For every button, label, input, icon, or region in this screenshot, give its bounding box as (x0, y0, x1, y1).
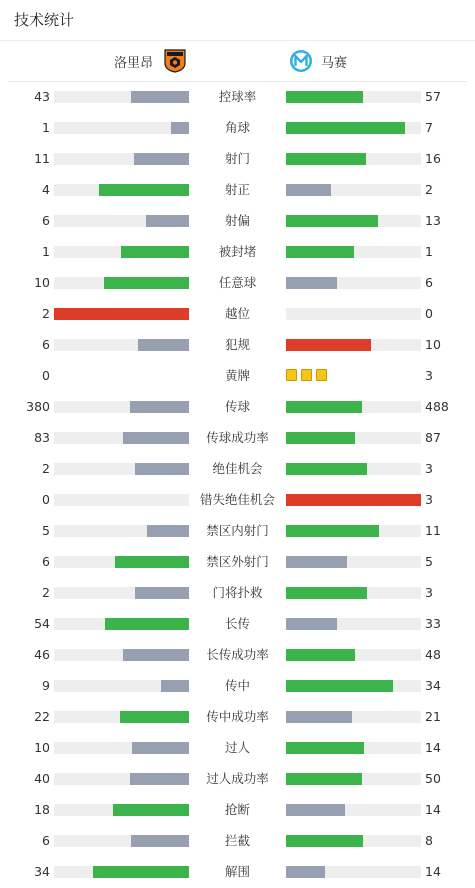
away-value: 11 (425, 523, 441, 538)
home-bar-track (54, 587, 189, 599)
home-value: 2 (42, 461, 50, 476)
home-bar-track (54, 246, 189, 258)
away-bar (286, 215, 378, 227)
away-bar-track (286, 711, 421, 723)
stat-row (0, 453, 475, 484)
home-bar (146, 215, 189, 227)
away-bar-track (286, 866, 421, 878)
home-bar (135, 587, 189, 599)
home-value: 380 (26, 399, 50, 414)
away-bar-track (286, 649, 421, 661)
home-bar-track (54, 773, 189, 785)
yellow-card-icon (301, 369, 312, 381)
away-bar (286, 556, 347, 568)
home-bar (134, 153, 189, 165)
away-bar-track (286, 215, 421, 227)
away-value: 48 (425, 647, 441, 662)
away-value: 3 (425, 368, 433, 383)
home-bar-track (54, 742, 189, 754)
home-value: 0 (42, 368, 50, 383)
away-value: 14 (425, 864, 441, 879)
home-bar (147, 525, 189, 537)
away-bar-track (286, 773, 421, 785)
home-value: 6 (42, 337, 50, 352)
away-bar-track (286, 184, 421, 196)
stat-name: 错失绝佳机会 (199, 492, 275, 507)
away-bar (286, 711, 352, 723)
away-bar-track (286, 463, 421, 475)
away-bar-track (286, 401, 421, 413)
home-bar-track (54, 184, 189, 196)
stat-row (0, 701, 475, 732)
home-team[interactable] (114, 50, 186, 72)
stat-name: 抢断 (224, 802, 250, 817)
stat-row (0, 670, 475, 701)
away-bar (286, 587, 367, 599)
home-bar (99, 184, 189, 196)
home-bar (171, 122, 189, 134)
home-value: 46 (34, 647, 50, 662)
away-bar-track (286, 122, 421, 134)
away-bar-track (286, 339, 421, 351)
home-bar-track (54, 339, 189, 351)
stat-name: 长传成功率 (206, 647, 269, 662)
home-value: 43 (34, 89, 50, 104)
home-value: 34 (34, 864, 50, 879)
away-value: 8 (425, 833, 433, 848)
stat-row (0, 732, 475, 763)
stat-name: 传球 (224, 399, 250, 414)
home-value: 18 (34, 802, 50, 817)
stat-row (0, 608, 475, 639)
home-bar (121, 246, 189, 258)
home-bar-track (54, 525, 189, 537)
home-value: 6 (42, 554, 50, 569)
stat-name: 禁区外射门 (206, 554, 269, 569)
home-value: 4 (42, 182, 50, 197)
away-bar (286, 773, 362, 785)
home-bar-track (54, 153, 189, 165)
away-bar (286, 525, 379, 537)
away-bar (286, 463, 367, 475)
stat-row (0, 422, 475, 453)
away-value: 488 (425, 399, 449, 414)
home-value: 83 (34, 430, 50, 445)
away-bar-track (286, 835, 421, 847)
away-value: 3 (425, 461, 433, 476)
home-bar-track (54, 649, 189, 661)
away-value: 3 (425, 492, 433, 507)
stat-name: 长传 (224, 616, 250, 631)
stat-row (0, 81, 475, 112)
away-bar (286, 680, 393, 692)
away-bar (286, 122, 405, 134)
stat-row (0, 267, 475, 298)
stat-name: 拦截 (224, 833, 250, 848)
away-bar-track (286, 556, 421, 568)
stat-name: 射门 (224, 151, 250, 166)
yellow-cards (286, 369, 327, 382)
away-bar (286, 401, 362, 413)
stat-name: 传球成功率 (206, 430, 269, 445)
away-bar (286, 866, 325, 878)
home-bar (123, 649, 189, 661)
stat-row (0, 856, 475, 887)
home-bar-track (54, 463, 189, 475)
home-bar (161, 680, 189, 692)
home-bar (104, 277, 189, 289)
away-bar (286, 649, 355, 661)
stat-name: 任意球 (218, 275, 257, 290)
away-bar (286, 432, 355, 444)
stat-name: 犯规 (224, 337, 250, 352)
stat-name: 越位 (224, 306, 250, 321)
stat-row (0, 825, 475, 856)
away-bar (286, 246, 354, 258)
away-value: 14 (425, 740, 441, 755)
stat-row (0, 763, 475, 794)
home-team-logo (164, 49, 186, 73)
home-value: 6 (42, 833, 50, 848)
away-bar (286, 184, 331, 196)
stat-row (0, 112, 475, 143)
away-bar-track (286, 494, 421, 506)
stat-name: 射偏 (224, 213, 250, 228)
away-bar (286, 804, 345, 816)
home-bar (123, 432, 189, 444)
home-bar-track (54, 494, 189, 506)
away-value: 50 (425, 771, 441, 786)
home-bar-track (54, 277, 189, 289)
stat-row (0, 546, 475, 577)
stat-row (0, 236, 475, 267)
home-value: 10 (34, 275, 50, 290)
stat-name: 过人成功率 (206, 771, 269, 786)
away-value: 87 (425, 430, 441, 445)
stat-row (0, 360, 475, 391)
away-value: 2 (425, 182, 433, 197)
away-bar (286, 618, 337, 630)
home-value: 40 (34, 771, 50, 786)
stat-name: 传中成功率 (206, 709, 269, 724)
away-bar-track (286, 277, 421, 289)
stat-name: 绝佳机会 (212, 461, 263, 476)
home-bar (131, 835, 189, 847)
home-value: 2 (42, 585, 50, 600)
stat-name: 门将扑救 (212, 585, 263, 600)
home-bar-track (54, 866, 189, 878)
away-bar-track (286, 680, 421, 692)
away-value: 7 (425, 120, 433, 135)
stat-name: 过人 (224, 740, 250, 755)
away-value: 10 (425, 337, 441, 352)
away-value: 33 (425, 616, 441, 631)
yellow-card-icon (286, 369, 297, 381)
home-bar (105, 618, 189, 630)
away-value: 57 (425, 89, 441, 104)
away-bar-track (286, 525, 421, 537)
home-bar (131, 91, 189, 103)
away-value: 5 (425, 554, 433, 569)
away-bar-track (286, 308, 421, 320)
away-team-logo (289, 49, 313, 73)
stat-row (0, 143, 475, 174)
home-bar (132, 742, 189, 754)
away-bar-track (286, 432, 421, 444)
home-bar-track (54, 122, 189, 134)
away-bar (286, 339, 371, 351)
home-value: 1 (42, 244, 50, 259)
home-bar-track (54, 711, 189, 723)
teams-header (8, 41, 467, 82)
home-bar (54, 308, 189, 320)
home-value: 2 (42, 306, 50, 321)
home-value: 1 (42, 120, 50, 135)
stat-name: 解围 (224, 864, 250, 879)
away-value: 34 (425, 678, 441, 693)
away-bar (286, 742, 364, 754)
stat-name: 射正 (224, 182, 250, 197)
away-value: 1 (425, 244, 433, 259)
stat-row (0, 298, 475, 329)
home-bar-track (54, 556, 189, 568)
away-bar (286, 153, 366, 165)
home-bar-track (54, 835, 189, 847)
away-bar (286, 835, 363, 847)
away-bar-track (286, 618, 421, 630)
home-bar-track (54, 618, 189, 630)
stat-name: 被封堵 (218, 244, 257, 259)
home-bar (93, 866, 189, 878)
home-value: 22 (34, 709, 50, 724)
home-bar (135, 463, 189, 475)
home-bar (113, 804, 189, 816)
yellow-card-icon (316, 369, 327, 381)
away-bar-track (286, 153, 421, 165)
home-bar-track (54, 401, 189, 413)
away-team[interactable] (289, 50, 347, 72)
away-value: 0 (425, 306, 433, 321)
stat-row (0, 577, 475, 608)
away-bar (286, 277, 337, 289)
home-value: 6 (42, 213, 50, 228)
stat-row (0, 794, 475, 825)
stat-name: 禁区内射门 (206, 523, 269, 538)
page-title: 技术统计 (14, 11, 75, 29)
stat-row (0, 391, 475, 422)
home-bar-track (54, 432, 189, 444)
stat-row (0, 515, 475, 546)
home-bar (115, 556, 189, 568)
home-value: 11 (34, 151, 50, 166)
away-bar-track (286, 804, 421, 816)
home-bar-track (54, 804, 189, 816)
home-bar (138, 339, 189, 351)
away-bar-track (286, 91, 421, 103)
away-value: 3 (425, 585, 433, 600)
home-value: 10 (34, 740, 50, 755)
away-value: 6 (425, 275, 433, 290)
home-value: 5 (42, 523, 50, 538)
stat-name: 控球率 (218, 89, 257, 104)
stat-name: 黄牌 (224, 368, 250, 383)
home-team-name: 洛里昂 (113, 55, 153, 71)
home-bar (130, 401, 189, 413)
stats-list (0, 81, 475, 887)
away-bar-track (286, 587, 421, 599)
home-value: 54 (34, 616, 50, 631)
home-bar (120, 711, 189, 723)
away-value: 21 (425, 709, 441, 724)
home-bar-track (54, 91, 189, 103)
away-bar-track (286, 246, 421, 258)
stat-row (0, 484, 475, 515)
away-bar (286, 91, 363, 103)
away-team-name: 马赛 (321, 55, 348, 71)
home-bar-track (54, 680, 189, 692)
away-value: 13 (425, 213, 441, 228)
away-value: 16 (425, 151, 441, 166)
stat-row (0, 174, 475, 205)
stat-name: 传中 (224, 678, 250, 693)
home-value: 9 (42, 678, 50, 693)
home-bar-track (54, 215, 189, 227)
home-bar (130, 773, 189, 785)
stat-row (0, 205, 475, 236)
stat-name: 角球 (224, 120, 250, 135)
stat-row (0, 639, 475, 670)
away-bar (286, 494, 421, 506)
away-bar-track (286, 742, 421, 754)
away-value: 14 (425, 802, 441, 817)
stat-row (0, 329, 475, 360)
home-bar-track (54, 308, 189, 320)
home-value: 0 (42, 492, 50, 507)
